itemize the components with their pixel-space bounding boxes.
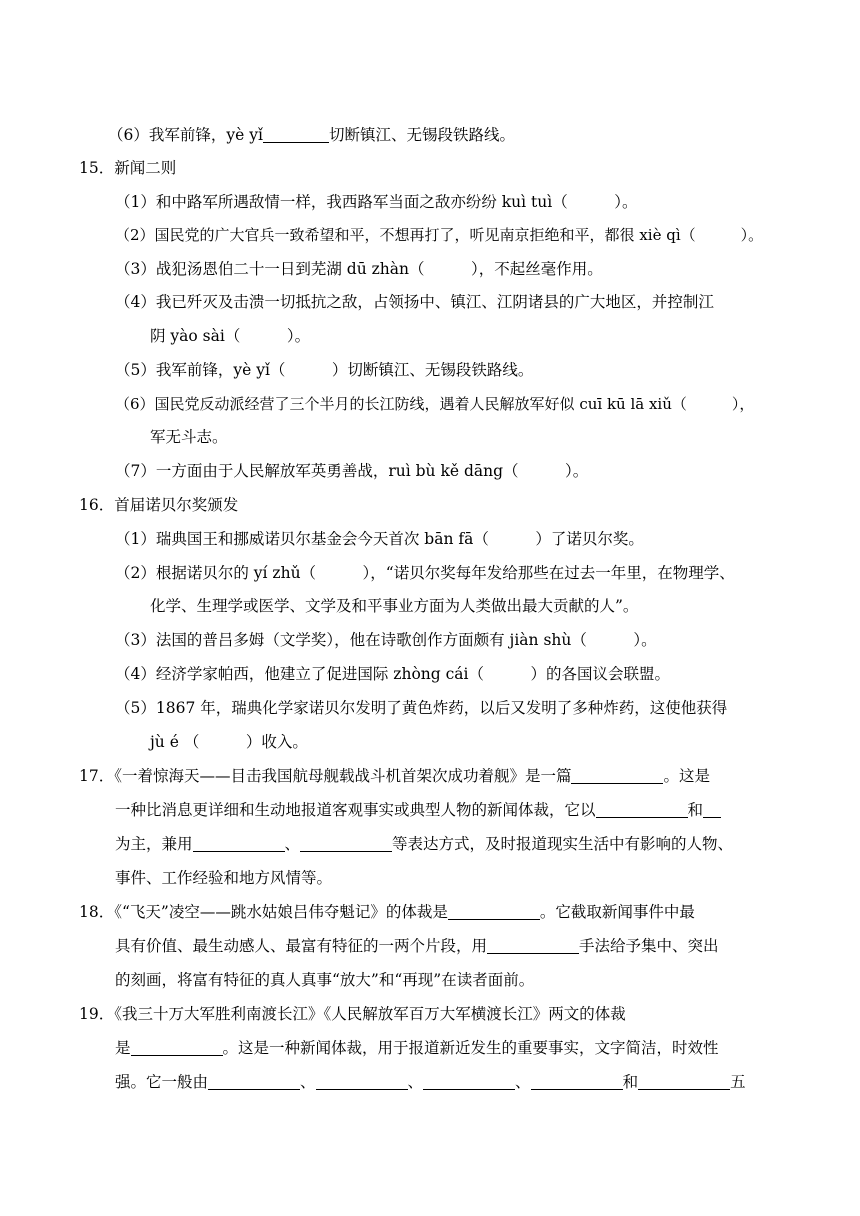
answer-blank[interactable] [448, 903, 540, 920]
answer-blank[interactable] [193, 835, 285, 852]
q15-item-6: （6）国民党反动派经营了三个半月的长江防线，遇着人民解放军好似 cuī kū lā xiǔ（ ）， [115, 395, 755, 413]
q16-item-2: （2）根据诺贝尔的 yí zhǔ（ ），“诺贝尔奖每年发给那些在过去一年里，在物理学、 [115, 564, 735, 582]
q15-item-3: （3）战犯汤恩伯二十一日到芜湖 dū zhàn（ ），不起丝毫作用。 [115, 260, 603, 278]
answer-blank[interactable] [531, 1073, 623, 1090]
q19-line-2: 是 。这是一种新闻体裁，用于报道新近发生的重要事实，文字简洁，时效性 [115, 1039, 719, 1057]
q15-item-7: （7）一方面由于人民解放军英勇善战，ruì bù kě dāng（ ）。 [115, 462, 589, 480]
q16-item-1: （1）瑞典国王和挪威诺贝尔基金会今天首次 bān fā（ ）了诺贝尔奖。 [115, 530, 644, 548]
q18-line-1: 18．《“飞天”凌空——跳水姑娘吕伟夺魁记》的体裁是 。它截取新闻事件中最 [79, 903, 695, 921]
answer-blank[interactable] [596, 801, 688, 818]
q16-item-5: （5）1867 年，瑞典化学家诺贝尔发明了黄色炸药，以后又发明了多种炸药，这使他获得 [115, 699, 728, 717]
answer-blank[interactable] [571, 767, 663, 784]
q16-item-5-cont: jù é （ ）收入。 [150, 733, 308, 751]
answer-blank[interactable] [703, 801, 721, 818]
q17-line-2: 一种比消息更详细和生动地报道客观事实或典型人物的新闻体裁，它以 和 [115, 799, 721, 821]
q15-item-1: （1）和中路军所遇敌情一样，我西路军当面之敌亦纷纷 kuì tuì（ ）。 [115, 193, 638, 211]
q15-item-5: （5）我军前锋，yè yǐ（ ）切断镇江、无锡段铁路线。 [115, 361, 534, 379]
answer-blank[interactable] [316, 1073, 408, 1090]
q19-line-1: 19．《我三十万大军胜利南渡长江》《人民解放军百万大军横渡长江》两文的体裁 [79, 1005, 626, 1023]
answer-blank[interactable] [638, 1073, 730, 1090]
q18-line-2: 具有价值、最生动感人、最富有特征的一两个片段，用 手法给予集中、突出 [115, 937, 719, 955]
answer-blank[interactable] [208, 1073, 300, 1090]
q19-line-3: 强。它一般由 、 、 、 和 五 [115, 1073, 746, 1091]
answer-blank[interactable] [300, 835, 392, 852]
q18-line-3: 的刻画，将富有特征的真人真事“放大”和“再现”在读者面前。 [115, 971, 535, 989]
q16-item-2-cont: 化学、生理学或医学、文学及和平事业方面为人类做出最大贡献的人”。 [150, 597, 639, 615]
q15-title: 15．新闻二则 [79, 159, 177, 177]
q17-line-4: 事件、工作经验和地方风情等。 [115, 869, 333, 887]
answer-blank[interactable] [487, 937, 579, 954]
q17-line-3: 为主，兼用 、 等表达方式，及时报道现实生活中有影响的人物、 [115, 835, 734, 853]
q16-item-4: （4）经济学家帕西，他建立了促进国际 zhòng cái（ ）的各国议会联盟。 [115, 665, 670, 683]
answer-blank[interactable] [263, 126, 329, 143]
q15-item-4: （4）我已歼灭及击溃一切抵抗之敌，占领扬中、镇江、江阴诸县的广大地区，并控制江 [115, 293, 714, 311]
q16-item-3: （3）法国的普吕多姆（文学奖），他在诗歌创作方面颇有 jiàn shù（ ）。 [115, 631, 657, 649]
q15-item-2: （2）国民党的广大官兵一致希望和平，不想再打了，听见南京拒绝和平，都很 xiè qì（ ）。 [115, 226, 764, 244]
answer-blank[interactable] [131, 1039, 223, 1056]
answer-blank[interactable] [423, 1073, 515, 1090]
q17-line-1: 17．《一着惊海天——目击我国航母舰载战斗机首架次成功着舰》是一篇 。这是 [79, 767, 710, 785]
q16-title: 16．首届诺贝尔奖颁发 [79, 496, 239, 514]
q15-item-6-cont: 军无斗志。 [150, 428, 228, 446]
q14-item-6: （6）我军前锋，yè yǐ 切断镇江、无锡段铁路线。 [108, 126, 515, 144]
q15-item-4-cont: 阴 yào sài（ ）。 [150, 327, 311, 345]
